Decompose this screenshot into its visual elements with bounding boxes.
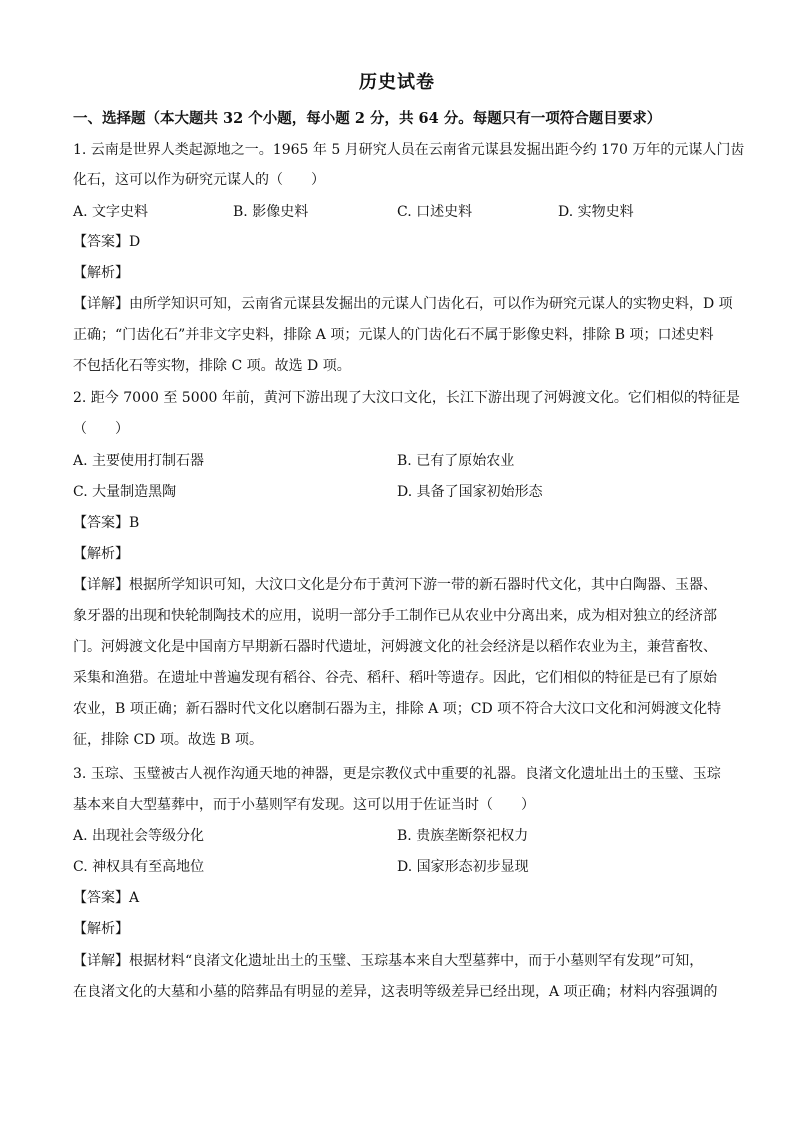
section-heading: 一、选择题（本大题共 32 个小题，每小题 2 分，共 64 分。每题只有一项符合题目要求） — [73, 110, 662, 127]
question-1-detail-line-3: 不包括化石等实物，排除 C 项。故选 D 项。 — [73, 358, 351, 374]
question-1-detail-line-1: 【详解】由所学知识可知，云南省元谋县发掘出的元谋人门齿化石，可以作为研究元谋人的实物史料，D 项 — [73, 296, 733, 312]
question-2-option-c: C. 大量制造黑陶 — [73, 484, 177, 500]
question-3-detail-line-2: 在良渚文化的大墓和小墓的陪葬品有明显的差异，这表明等级差异已经出现，A 项正确；材料内容强调的 — [73, 984, 718, 1000]
question-1-analysis-label: 【解析】 — [73, 265, 129, 281]
question-3-answer: 【答案】A — [73, 890, 140, 906]
question-1-option-a: A. 文字史料 — [73, 204, 149, 220]
question-2-answer: 【答案】B — [73, 515, 140, 531]
question-1-detail-line-2: 正确；“门齿化石”并非文字史料，排除 A 项；元谋人的门齿化石不属于影像史料，排除 B 项；口述史料 — [73, 327, 714, 343]
question-2-detail-line-2: 象牙器的出现和快轮制陶技术的应用，说明一部分手工制作已从农业中分离出来，成为相对独立的经济部 — [73, 608, 717, 624]
question-2-stem-line-1: 2. 距今 7000 至 5000 年前，黄河下游出现了大汶口文化，长江下游出现了河姆渡文化。它们相似的特征是 — [73, 390, 740, 406]
question-1-answer: 【答案】D — [73, 234, 141, 250]
question-3-stem-line-2: 基本来自大型墓葬中，而于小墓则罕有发现。这可以用于佐证当时（ ） — [73, 797, 535, 813]
question-2-detail-line-3: 门。河姆渡文化是中国南方早期新石器时代遗址，河姆渡文化的社会经济是以稻作农业为主，兼营畜牧、 — [73, 639, 717, 655]
question-2-option-b: B. 已有了原始农业 — [397, 453, 515, 469]
question-2-detail-line-6: 征，排除 CD 项。故选 B 项。 — [73, 732, 264, 748]
question-2-option-a: A. 主要使用打制石器 — [73, 453, 205, 469]
question-2-detail-line-4: 采集和渔猎。在遗址中普遍发现有稻谷、谷壳、稻秆、稻叶等遗存。因此，它们相似的特征是已有了原始 — [73, 670, 717, 686]
question-3-option-b: B. 贵族垄断祭祀权力 — [397, 828, 529, 844]
question-2-detail-line-1: 【详解】根据所学知识可知，大汶口文化是分布于黄河下游一带的新石器时代文化，其中白陶器、玉器、 — [73, 577, 717, 593]
question-1-option-d: D. 实物史料 — [558, 204, 634, 220]
question-2-detail-line-5: 农业，B 项正确；新石器时代文化以磨制石器为主，排除 A 项；CD 项不符合大汶口文化和河姆渡文化特 — [73, 701, 722, 717]
question-3-analysis-label: 【解析】 — [73, 921, 129, 937]
question-3-option-c: C. 神权具有至高地位 — [73, 859, 205, 875]
question-1-option-b: B. 影像史料 — [233, 204, 309, 220]
page-title: 历史试卷 — [359, 72, 435, 93]
question-3-stem-line-1: 3. 玉琮、玉璧被古人视作沟通天地的神器，更是宗教仪式中重要的礼器。良渚文化遗址出土的玉璧、玉琮 — [73, 766, 721, 782]
question-3-option-d: D. 国家形态初步显现 — [397, 859, 529, 875]
question-1-stem-line-2: 化石，这可以作为研究元谋人的（ ） — [73, 172, 325, 188]
question-2-stem-line-2: （ ） — [73, 421, 129, 437]
question-2-option-d: D. 具备了国家初始形态 — [397, 484, 543, 500]
question-3-detail-line-1: 【详解】根据材料“良渚文化遗址出土的玉璧、玉琮基本来自大型墓葬中，而于小墓则罕有发现”可知， — [73, 953, 704, 969]
question-2-analysis-label: 【解析】 — [73, 546, 129, 562]
question-3-option-a: A. 出现社会等级分化 — [73, 828, 205, 844]
question-1-stem-line-1: 1. 云南是世界人类起源地之一。1965 年 5 月研究人员在云南省元谋县发掘出距今约 170 万年的元谋人门齿 — [73, 142, 745, 158]
question-1-option-c: C. 口述史料 — [397, 204, 473, 220]
